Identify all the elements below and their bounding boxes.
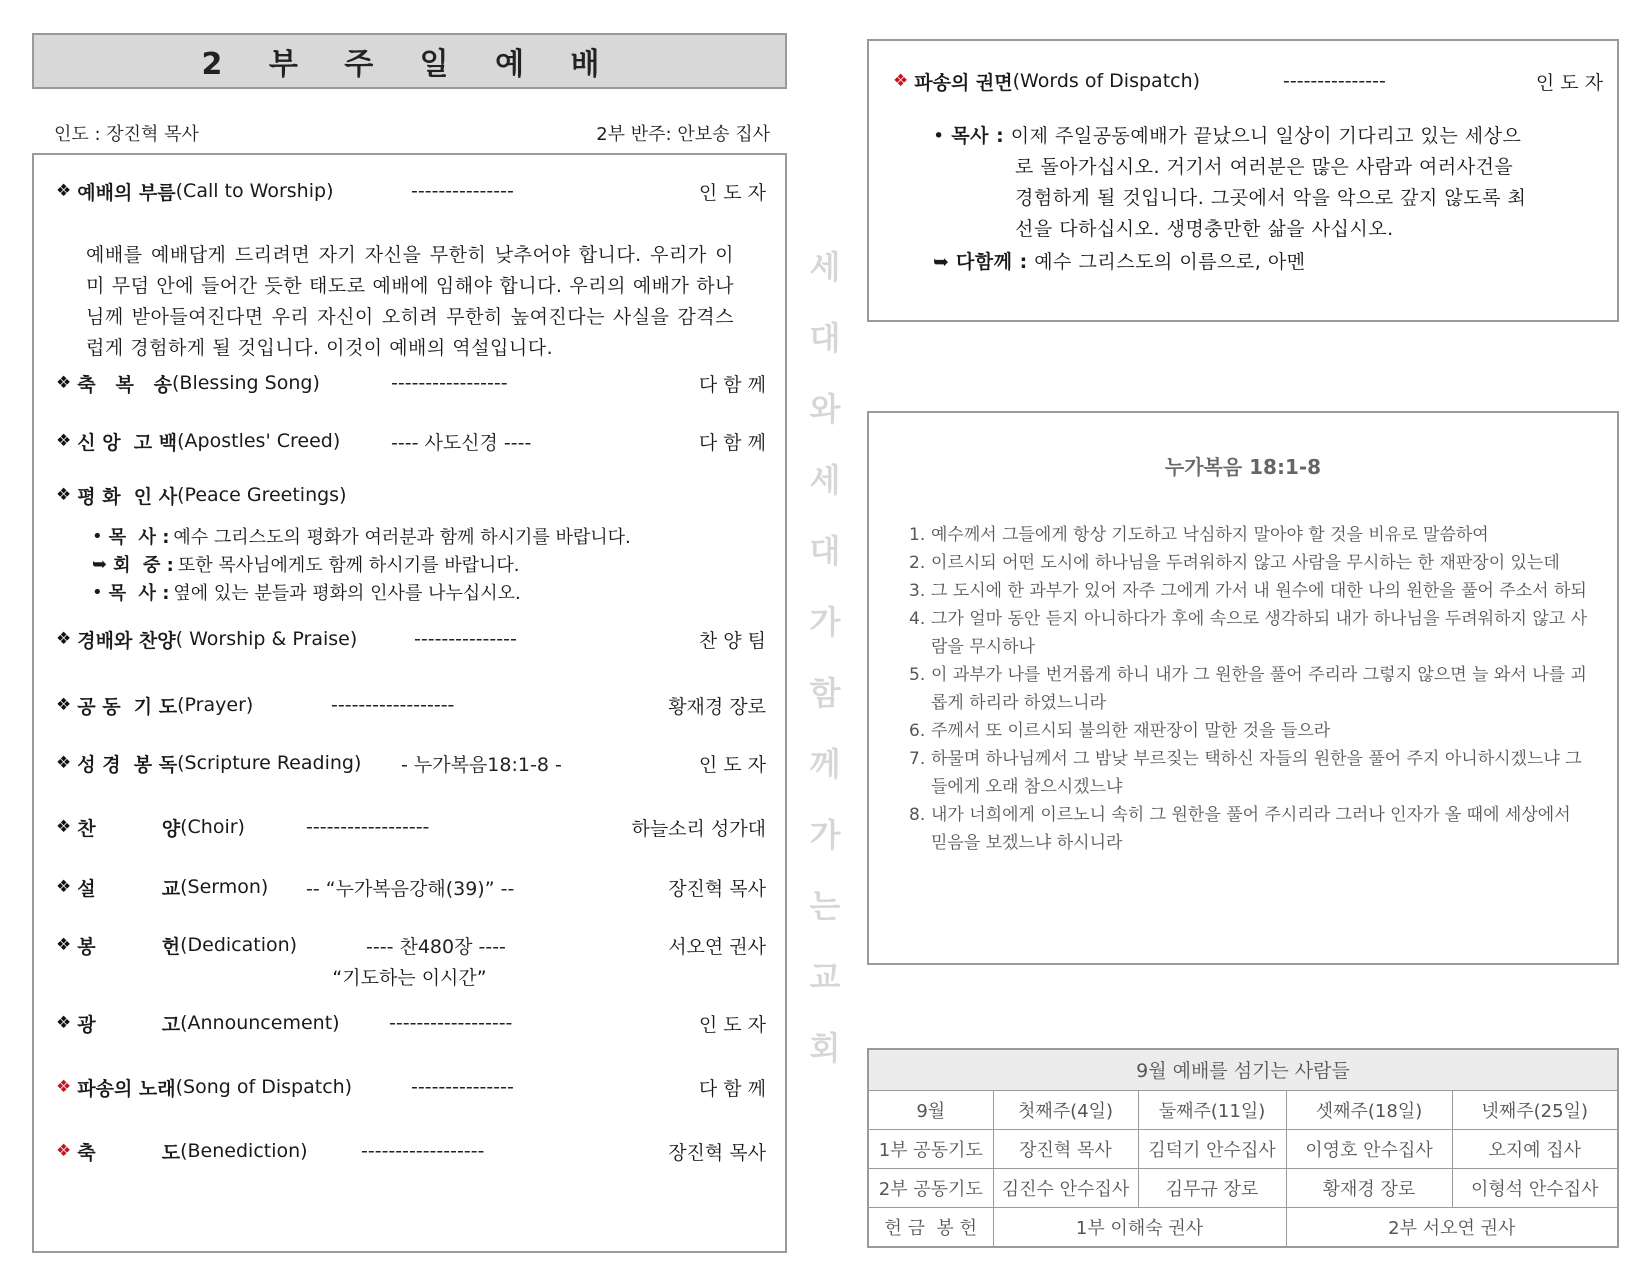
- dispatch-speaker: 다함께 :: [955, 251, 1028, 273]
- offering-label: 헌 금 봉 헌: [868, 1208, 993, 1247]
- item-label: 축 도: [77, 1141, 181, 1164]
- item-dedication: [56, 929, 766, 961]
- item-dashes: ---------------: [1283, 70, 1386, 92]
- item-leader: 하늘소리 성가대: [631, 817, 766, 840]
- diamond-bullet-icon: ❖: [56, 629, 72, 649]
- bullet-icon: •: [933, 125, 945, 147]
- diamond-bullet-icon: ❖: [56, 1077, 72, 1097]
- item-label: 예배의 부름: [77, 181, 176, 204]
- item-announcement: [56, 1007, 766, 1039]
- item-label: 설 교: [77, 877, 181, 900]
- greeting-text: 옆에 있는 분들과 평화의 인사를 나누십시오.: [173, 583, 521, 604]
- item-leader: 황재경 장로: [668, 695, 766, 718]
- item-label-en: ( Worship & Praise): [175, 628, 358, 650]
- table-cell: 김덕기 안수집사: [1138, 1129, 1286, 1168]
- item-label: 파송의 권면: [914, 71, 1013, 94]
- servers-table: [867, 1048, 1619, 1248]
- dispatch-text: 경험하게 될 것입니다. 그곳에서 악을 악으로 갚지 않도록 최: [1015, 187, 1527, 209]
- slogan-char: 는: [809, 887, 841, 925]
- dispatch-speaker: 목사 :: [951, 125, 1005, 147]
- item-label-en: (Apostles' Creed): [177, 430, 341, 452]
- table-cell: 김진수 안수집사: [993, 1169, 1138, 1208]
- slogan-char: 세: [809, 248, 841, 286]
- table-cell: 황재경 장로: [1286, 1169, 1452, 1208]
- item-dashes: ---------------: [411, 1076, 514, 1098]
- item-label: 경배와 찬양: [77, 629, 176, 652]
- slogan-char: 와: [809, 390, 841, 428]
- dispatch-box: [867, 39, 1619, 322]
- slogan-char: 교: [809, 958, 841, 996]
- slogan-char: 가: [809, 816, 841, 854]
- verse-number: 3.: [909, 581, 926, 601]
- verse-number: 5.: [909, 665, 926, 685]
- diamond-bullet-icon: ❖: [893, 71, 909, 91]
- slogan-char: 가: [809, 603, 841, 641]
- slogan-char: 대: [809, 532, 841, 570]
- verse: [909, 605, 1589, 661]
- service-title-bar: [32, 33, 787, 89]
- verse-text: 이르시되 어떤 도시에 하나님을 두려워하지 않고 사람을 무시하는 한 재판장이 있는데: [931, 553, 1560, 573]
- return-arrow-icon: ➥: [92, 553, 108, 575]
- item-label-en: (Choir): [180, 816, 245, 838]
- greeting-line: [92, 551, 752, 577]
- item-detail: ---- 사도신경 ----: [391, 431, 532, 454]
- verse-number: 2.: [909, 553, 926, 573]
- dispatch-all-line: [933, 247, 1306, 278]
- dispatch-pastor-line: [933, 121, 1521, 152]
- verse-text: 내가 너희에게 이르노니 속히 그 원한을 풀어 주시리라 그러나 인자가 올 때에 세상에서 믿음을 보겠느냐 하시니라: [931, 805, 1571, 853]
- scripture-box: [867, 411, 1619, 965]
- header-cell: 9월: [868, 1090, 993, 1129]
- item-scripture-reading: [56, 747, 766, 779]
- item-choir: [56, 811, 766, 843]
- item-dashes: ---------------: [411, 180, 514, 202]
- item-leader: 인 도 자: [698, 181, 766, 204]
- diamond-bullet-icon: ❖: [56, 181, 72, 201]
- verse-number: 8.: [909, 805, 926, 825]
- slogan-char: 대: [809, 319, 841, 357]
- item-label-en: (Words of Dispatch): [1012, 70, 1201, 92]
- slogan-char: 께: [809, 745, 841, 783]
- vertical-slogan: [800, 232, 850, 1084]
- verse: [909, 577, 1589, 605]
- slogan-char: 회: [809, 1029, 841, 1067]
- diamond-bullet-icon: ❖: [56, 485, 72, 505]
- item-label: 공 동 기 도: [77, 695, 178, 718]
- diamond-bullet-icon: ❖: [56, 431, 72, 451]
- diamond-bullet-icon: ❖: [56, 1141, 72, 1161]
- leader-info: 인도 : 장진혁 목사: [54, 124, 199, 145]
- bullet-icon: •: [92, 581, 103, 603]
- verse: [909, 745, 1589, 801]
- item-detail: ---- 찬480장 ----: [366, 935, 506, 958]
- service-title: 2 부 주 일 예 배: [201, 47, 618, 82]
- table-cell: 이형석 안수집사: [1452, 1169, 1618, 1208]
- item-label: 축 복 송: [77, 373, 173, 396]
- slogan-char: 세: [809, 461, 841, 499]
- item-dashes: ------------------: [331, 694, 455, 716]
- table-cell: 오지예 집사: [1452, 1129, 1618, 1168]
- verse-list: [909, 521, 1589, 857]
- verse: [909, 801, 1589, 857]
- servers-caption: 9월 예배를 섬기는 사람들: [868, 1049, 1618, 1090]
- verse-text: 하물며 하나님께서 그 밤낮 부르짖는 택하신 자들의 원한을 풀어 주지 아니하시겠느냐 그들에게 오래 참으시겠느냐: [931, 749, 1582, 797]
- leader-line: [54, 118, 770, 148]
- verse-text: 예수께서 그들에게 항상 기도하고 낙심하지 말아야 할 것을 비유로 말씀하여: [931, 525, 1489, 545]
- greeting-text: 또한 목사님에게도 함께 하시기를 바랍니다.: [177, 555, 520, 576]
- table-cell: 김무규 장로: [1138, 1169, 1286, 1208]
- scripture-title: 누가복음 18:1-8: [1164, 455, 1322, 479]
- item-label-en: (Prayer): [177, 694, 254, 716]
- verse-text: 그 도시에 한 과부가 있어 자주 그에게 가서 내 원수에 대한 나의 원한을 풀어 주소서 하되: [931, 581, 1587, 601]
- verse-text: 그가 얼마 동안 듣지 아니하다가 후에 속으로 생각하되 내가 하나님을 두려워하지 않고 사람을 무시하나: [931, 609, 1588, 657]
- dedication-hymn-title: “기도하는 이시간”: [332, 967, 487, 989]
- accompanist-info: 2부 반주: 안보송 집사: [596, 124, 770, 145]
- item-leader: 인 도 자: [698, 753, 766, 776]
- verse-text: 주께서 또 이르시되 불의한 재판장이 말한 것을 들으라: [931, 721, 1331, 741]
- item-label-en: (Blessing Song): [172, 372, 320, 394]
- item-dashes: ------------------: [389, 1012, 513, 1034]
- dispatch-text: 예수 그리스도의 이름으로, 아멘: [1034, 251, 1306, 273]
- item-prayer: [56, 689, 766, 721]
- item-leader: 인 도 자: [698, 1013, 766, 1036]
- item-label: 봉 헌: [77, 935, 181, 958]
- table-cell: 1부 공동기도: [868, 1129, 993, 1168]
- item-leader: 찬 양 팀: [698, 629, 766, 652]
- greeting-line: [92, 579, 752, 605]
- header-cell: 셋째주(18일): [1286, 1090, 1452, 1129]
- verse: [909, 549, 1589, 577]
- greeting-speaker: 목 사 :: [108, 583, 170, 604]
- table-cell: 장진혁 목사: [993, 1129, 1138, 1168]
- diamond-bullet-icon: ❖: [56, 877, 72, 897]
- item-leader: 서오연 권사: [668, 935, 766, 958]
- greeting-line: [92, 523, 752, 549]
- item-dashes: ------------------: [306, 816, 430, 838]
- verse: [909, 661, 1589, 717]
- dispatch-text: 로 돌아가십시오. 거기서 여러분은 많은 사람과 여러사건을: [1015, 156, 1514, 178]
- item-dashes: ---------------: [414, 628, 517, 650]
- diamond-bullet-icon: ❖: [56, 753, 72, 773]
- item-song-of-dispatch: [56, 1071, 766, 1103]
- order-of-worship: [32, 153, 787, 1253]
- verse-number: 4.: [909, 609, 926, 629]
- item-call-to-worship: [56, 175, 766, 207]
- verse-number: 6.: [909, 721, 926, 741]
- table-caption-row: [868, 1049, 1618, 1090]
- item-label-en: (Announcement): [180, 1012, 340, 1034]
- item-label-en: (Call to Worship): [175, 180, 334, 202]
- offering-first-service: 1부 이해숙 권사: [993, 1208, 1286, 1247]
- offering-second-service: 2부 서오연 권사: [1286, 1208, 1618, 1247]
- table-row: [868, 1129, 1618, 1168]
- item-sermon: [56, 871, 766, 903]
- item-detail: - 누가복음18:1-8 -: [401, 753, 562, 776]
- item-worship-praise: [56, 623, 766, 655]
- table-cell: 2부 공동기도: [868, 1169, 993, 1208]
- item-label: 찬 양: [77, 817, 181, 840]
- header-cell: 둘째주(11일): [1138, 1090, 1286, 1129]
- table-row: [868, 1169, 1618, 1208]
- greeting-speaker: 목 사 :: [108, 527, 170, 548]
- item-label: 평 화 인 사: [77, 485, 178, 508]
- item-label: 신 앙 고 백: [77, 431, 178, 454]
- dispatch-text: 이제 주일공동예배가 끝났으니 일상이 기다리고 있는 세상으: [1010, 125, 1522, 147]
- item-leader: 인 도 자: [1535, 71, 1603, 94]
- item-leader: 다 함 께: [698, 431, 766, 454]
- item-leader: 장진혁 목사: [668, 1141, 766, 1164]
- item-leader: 다 함 께: [698, 1077, 766, 1100]
- verse: [909, 521, 1589, 549]
- item-blessing-song: [56, 367, 766, 399]
- verse-number: 7.: [909, 749, 926, 769]
- diamond-bullet-icon: ❖: [56, 935, 72, 955]
- item-peace-greetings: [56, 479, 766, 511]
- table-header-row: [868, 1090, 1618, 1129]
- item-label: 성 경 봉 독: [77, 753, 178, 776]
- greeting-text: 예수 그리스도의 평화가 여러분과 함께 하시기를 바랍니다.: [173, 527, 631, 548]
- item-detail: -- “누가복음강해(39)” --: [306, 877, 515, 900]
- item-benediction: [56, 1135, 766, 1167]
- greeting-speaker: 회 중 :: [113, 555, 174, 576]
- verse: [909, 717, 1589, 745]
- item-label-en: (Peace Greetings): [177, 484, 347, 506]
- table-cell: 이영호 안수집사: [1286, 1129, 1452, 1168]
- call-to-worship-text: 예배를 예배답게 드리려면 자기 자신을 무한히 낮추어야 합니다. 우리가 이미 무덤 안에 들어간 듯한 태도로 예배에 임해야 합니다. 우리의 예배가 하나님께 받아들여진다면 우리 자신이 오히려 무한히 높여진다는 사실을 감격스럽게 경험하게 될 것입니다. 이것이 예배의 역설입니다.: [86, 244, 734, 359]
- diamond-bullet-icon: ❖: [56, 817, 72, 837]
- bullet-icon: •: [92, 525, 103, 547]
- item-label: 파송의 노래: [77, 1077, 176, 1100]
- item-leader: 다 함 께: [698, 373, 766, 396]
- item-label-en: (Sermon): [180, 876, 269, 898]
- header-cell: 첫째주(4일): [993, 1090, 1138, 1129]
- item-label-en: (Scripture Reading): [177, 752, 362, 774]
- item-dashes: -----------------: [391, 372, 508, 394]
- verse-text: 이 과부가 나를 번거롭게 하니 내가 그 원한을 풀어 주리라 그렇지 않으면 늘 와서 나를 괴롭게 하리라 하였느니라: [931, 665, 1587, 713]
- diamond-bullet-icon: ❖: [56, 695, 72, 715]
- return-arrow-icon: ➥: [933, 251, 950, 273]
- item-apostles-creed: [56, 425, 766, 457]
- item-dashes: ------------------: [361, 1140, 485, 1162]
- item-label-en: (Benediction): [180, 1140, 308, 1162]
- table-row: [868, 1208, 1618, 1247]
- item-leader: 장진혁 목사: [668, 877, 766, 900]
- header-cell: 넷째주(25일): [1452, 1090, 1618, 1129]
- diamond-bullet-icon: ❖: [56, 373, 72, 393]
- diamond-bullet-icon: ❖: [56, 1013, 72, 1033]
- slogan-char: 함: [809, 674, 841, 712]
- dispatch-text: 선을 다하십시오. 생명충만한 삶을 사십시오.: [1015, 218, 1394, 240]
- item-label-en: (Song of Dispatch): [175, 1076, 353, 1098]
- item-label: 광 고: [77, 1013, 181, 1036]
- item-words-of-dispatch: [893, 65, 1603, 97]
- verse-number: 1.: [909, 525, 926, 545]
- item-label-en: (Dedication): [180, 934, 298, 956]
